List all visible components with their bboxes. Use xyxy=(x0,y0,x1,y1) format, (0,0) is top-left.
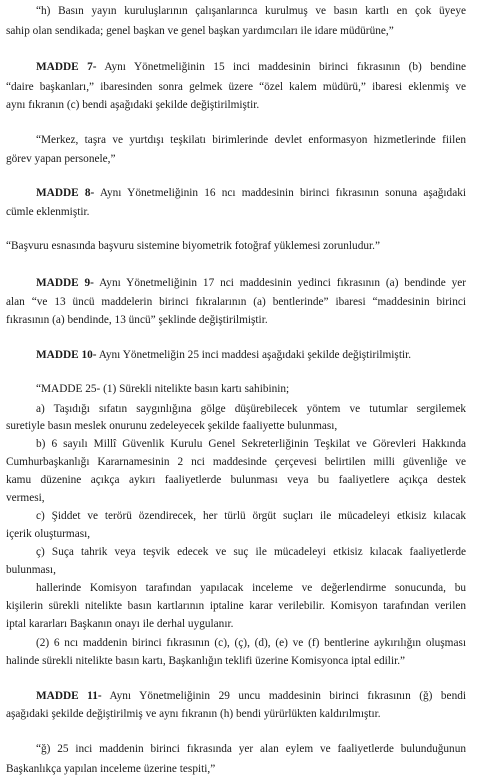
madde-25-line-6: kamu düzenine açıkça aykırı faaliyetlerde bulunması veya bu faaliyetlere açıkça destek xyxy=(6,474,466,486)
para-h-line-1: “h) Basın yayın kuruluşlarının çalışanlarınca kurulmuş ve basın kartlı en çok üyeye xyxy=(36,5,466,17)
madde-7-line-2: “daire başkanları,” ibaresinden sonra gelmek üzere “özel kalem müdürü,” ibaresi eklenmiş ve xyxy=(6,81,466,93)
quote-basvuru: “Başvuru esnasında başvuru sistemine biyometrik fotoğraf yüklemesi zorunludur.” xyxy=(6,240,380,252)
madde-25-line-13: kişilerin sürekli nitelikte basın kartlarının iptaline karar verilebilir. Komisyon tarafından verilen xyxy=(6,600,466,612)
madde-11-line-2: aşağıdaki şekilde değiştirilmiş ve aynı fıkranın (h) bendi yürürlükten kaldırılmıştır. xyxy=(6,708,381,720)
madde-25-line-8: c) Şiddet ve terörü özendirecek, her türlü örgüt suçları ile mücadeleyi etkisiz kılacak xyxy=(36,510,466,522)
madde-8-heading: MADDE 8- xyxy=(36,187,95,199)
madde-25-line-15: (2) 6 ncı maddenin birinci fıkrasının (c), (ç), (d), (e) ve (f) bentlerine aykırılığın oluşması xyxy=(36,637,466,649)
quote-g-line-2: Başkanlıkça yapılan inceleme üzerine tespiti,” xyxy=(6,763,216,775)
madde-7-text-1: Aynı Yönetmeliğinin 15 inci maddesinin birinci fıkrasının (b) bendine xyxy=(104,61,466,73)
madde-25-line-12: hallerinde Komisyon tarafından yapılacak inceleme ve değerlendirme sonucunda, bu xyxy=(36,582,466,594)
madde-10-heading: MADDE 10- xyxy=(36,349,97,361)
madde-25-line-3: suretiyle basın meslek onurunu zedeleyecek şekilde faaliyette bulunması, xyxy=(6,420,338,432)
madde-25-line-7: vermesi, xyxy=(6,492,45,504)
quote-merkez-line-1: “Merkez, taşra ve yurtdışı teşkilatı birimlerinde devlet enformasyon hizmetlerinde fiilen xyxy=(36,134,466,146)
madde-10-text-1: Aynı Yönetmeliğin 25 inci maddesi aşağıdaki şekilde değiştirilmiştir. xyxy=(98,349,412,361)
madde-7-heading: MADDE 7- xyxy=(36,61,97,73)
madde-8-line-1 xyxy=(36,186,466,200)
madde-7-line-3: aynı fıkranın (c) bendi aşağıdaki şekilde değiştirilmiştir. xyxy=(6,99,260,111)
madde-25-line-5: Cumhurbaşkanlığı Kararnamesinin 2 nci maddesinde çerçevesi belirtilen milli güvenliğe ve xyxy=(6,456,466,468)
madde-25-line-9: içerik oluşturması, xyxy=(6,528,91,540)
madde-25-line-11: bulunması, xyxy=(6,564,56,576)
madde-7-line-1 xyxy=(36,60,466,74)
madde-9-line-1 xyxy=(36,276,466,290)
madde-11-text-1: Aynı Yönetmeliğinin 29 uncu maddesinin birinci fıkrasının (ğ) bendi xyxy=(109,690,466,702)
madde-25-line-4: b) 6 sayılı Millî Güvenlik Kurulu Genel Sekreterliğinin Teşkilat ve Görevleri Hakkında xyxy=(36,438,466,450)
madde-25-line-2: a) Taşıdığı sıfatın saygınlığına gölge düşürebilecek yöntem ve tutumlar sergilemek xyxy=(36,403,466,415)
madde-25-line-14: iptal kararları Başkanın onayı ile derhal uygulanır. xyxy=(6,618,234,630)
madde-25-line-1: “MADDE 25- (1) Sürekli nitelikte basın kartı sahibinin; xyxy=(36,383,290,395)
madde-9-text-1: Aynı Yönetmeliğinin 17 nci maddesinin yedinci fıkrasının (a) bendinde yer xyxy=(99,277,466,289)
madde-8-line-2: cümle eklenmiştir. xyxy=(6,206,90,218)
madde-25-line-10: ç) Suça tahrik veya teşvik edecek ve suç ile mücadeleyi etkisiz kılacak faaliyetlerde xyxy=(36,546,466,558)
madde-9-heading: MADDE 9- xyxy=(36,277,94,289)
madde-9-line-3: fıkrasının (a) bendinde, 13 üncü” şeklinde değiştirilmiştir. xyxy=(6,314,268,326)
madde-9-line-2: alan “ve 13 üncü maddelerin birinci fıkralarının (a) bentlerinde” ibaresi “maddesinin birinci xyxy=(6,296,466,308)
quote-merkez-line-2: görev yapan personele,” xyxy=(6,153,116,165)
madde-8-text-1: Aynı Yönetmeliğinin 16 ncı maddesinin birinci fıkrasının sonuna aşağıdaki xyxy=(99,187,466,199)
para-h-line-2: sahip olan sendikada; genel başkan ve genel başkan yardımcıları ile idare müdürüne,” xyxy=(6,25,394,37)
madde-25-line-16: halinde sürekli nitelikte basın kartı, Başkanlığın teklifi üzerine Komisyonca iptal edilir.” xyxy=(6,655,406,667)
madde-11-heading: MADDE 11- xyxy=(36,690,102,702)
madde-10-line-1 xyxy=(36,348,411,362)
madde-11-line-1 xyxy=(36,689,466,703)
quote-g-line-1: “ğ) 25 inci maddenin birinci fıkrasında yer alan eylem ve faaliyetlerde bulunduğunun xyxy=(36,743,466,755)
